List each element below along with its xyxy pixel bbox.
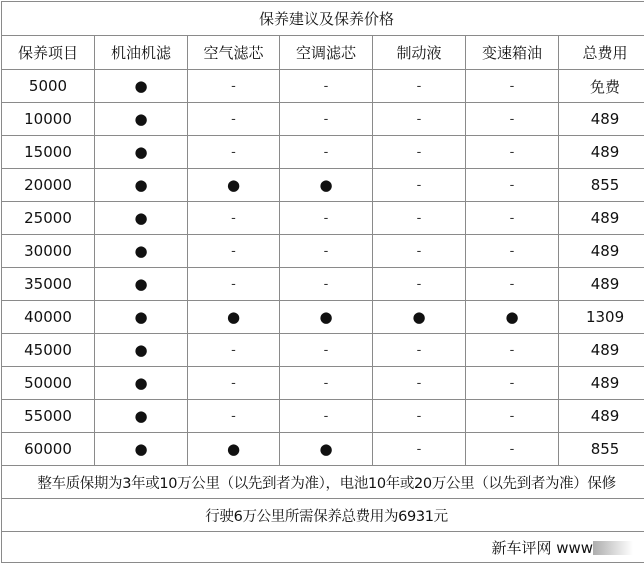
service-included-mark: ● — [95, 169, 188, 202]
service-included-mark: ● — [188, 301, 280, 334]
table-row — [2, 334, 644, 367]
mileage-cell: 10000 — [2, 103, 95, 136]
service-not-included-mark: - — [466, 169, 559, 202]
column-header: 制动液 — [373, 36, 466, 70]
service-not-included-mark: - — [280, 70, 373, 103]
service-included-mark: ● — [373, 301, 466, 334]
service-not-included-mark: - — [373, 70, 466, 103]
service-not-included-mark: - — [280, 334, 373, 367]
mileage-cell: 35000 — [2, 268, 95, 301]
total-cost-note — [2, 499, 644, 532]
service-included-mark: ● — [95, 433, 188, 466]
service-not-included-mark: - — [373, 235, 466, 268]
service-included-mark: ● — [95, 103, 188, 136]
table-title: 保养建议及保养价格 — [2, 2, 644, 36]
total-cost-note-row — [2, 499, 644, 532]
table-row — [2, 136, 644, 169]
service-not-included-mark: - — [188, 103, 280, 136]
total-cost-cell: 免费 — [559, 70, 644, 103]
column-header: 机油机滤 — [95, 36, 188, 70]
total-cost-cell: 489 — [559, 103, 644, 136]
watermark-fade — [593, 541, 633, 555]
mileage-cell: 25000 — [2, 202, 95, 235]
total-cost-note-text: 行驶6万公里所需保养总费用为6931元 — [205, 508, 448, 525]
service-not-included-mark: - — [466, 268, 559, 301]
total-cost-cell: 489 — [559, 334, 644, 367]
mileage-cell: 40000 — [2, 301, 95, 334]
service-not-included-mark: - — [188, 268, 280, 301]
total-cost-cell: 855 — [559, 433, 644, 466]
service-included-mark: ● — [95, 301, 188, 334]
service-not-included-mark: - — [373, 433, 466, 466]
service-not-included-mark: - — [280, 235, 373, 268]
service-not-included-mark: - — [280, 367, 373, 400]
table-row — [2, 202, 644, 235]
service-not-included-mark: - — [466, 202, 559, 235]
total-cost-cell: 489 — [559, 367, 644, 400]
watermark-row — [2, 532, 644, 563]
total-cost-cell: 1309 — [559, 301, 644, 334]
service-not-included-mark: - — [188, 334, 280, 367]
service-not-included-mark: - — [466, 136, 559, 169]
service-not-included-mark: - — [188, 70, 280, 103]
table-row — [2, 367, 644, 400]
service-not-included-mark: - — [373, 400, 466, 433]
mileage-cell: 15000 — [2, 136, 95, 169]
service-included-mark: ● — [280, 169, 373, 202]
service-included-mark: ● — [95, 334, 188, 367]
watermark — [2, 532, 644, 563]
table-row — [2, 103, 644, 136]
service-not-included-mark: - — [280, 268, 373, 301]
service-included-mark: ● — [280, 301, 373, 334]
service-included-mark: ● — [188, 169, 280, 202]
mileage-cell: 30000 — [2, 235, 95, 268]
service-not-included-mark: - — [373, 334, 466, 367]
total-cost-cell: 489 — [559, 235, 644, 268]
mileage-cell: 60000 — [2, 433, 95, 466]
service-included-mark: ● — [95, 367, 188, 400]
service-not-included-mark: - — [188, 136, 280, 169]
service-not-included-mark: - — [280, 400, 373, 433]
warranty-note — [2, 466, 644, 499]
service-included-mark: ● — [95, 400, 188, 433]
column-header: 空调滤芯 — [280, 36, 373, 70]
table-row — [2, 301, 644, 334]
service-not-included-mark: - — [466, 433, 559, 466]
service-not-included-mark: - — [280, 136, 373, 169]
service-included-mark: ● — [95, 235, 188, 268]
table-row — [2, 235, 644, 268]
service-not-included-mark: - — [188, 400, 280, 433]
table-row — [2, 433, 644, 466]
service-included-mark: ● — [95, 136, 188, 169]
mileage-cell: 20000 — [2, 169, 95, 202]
service-included-mark: ● — [95, 202, 188, 235]
watermark-text: 新车评网 www — [491, 538, 594, 557]
mileage-cell: 5000 — [2, 70, 95, 103]
service-not-included-mark: - — [466, 367, 559, 400]
service-included-mark: ● — [280, 433, 373, 466]
service-not-included-mark: - — [373, 268, 466, 301]
service-included-mark: ● — [95, 268, 188, 301]
column-header: 保养项目 — [2, 36, 95, 70]
service-not-included-mark: - — [373, 136, 466, 169]
warranty-note-text: 整车质保期为3年或10万公里（以先到者为准），电池10年或20万公里（以先到者为准）保修 — [37, 475, 616, 492]
service-included-mark: ● — [95, 70, 188, 103]
service-not-included-mark: - — [466, 400, 559, 433]
service-not-included-mark: - — [466, 235, 559, 268]
maintenance-table — [1, 1, 644, 563]
total-cost-cell: 489 — [559, 268, 644, 301]
service-not-included-mark: - — [188, 235, 280, 268]
header-row — [2, 36, 644, 70]
mileage-cell: 45000 — [2, 334, 95, 367]
service-not-included-mark: - — [466, 334, 559, 367]
service-not-included-mark: - — [373, 202, 466, 235]
service-not-included-mark: - — [373, 367, 466, 400]
total-cost-cell: 489 — [559, 136, 644, 169]
service-not-included-mark: - — [466, 70, 559, 103]
total-cost-cell: 489 — [559, 202, 644, 235]
table-row — [2, 169, 644, 202]
mileage-cell: 55000 — [2, 400, 95, 433]
service-not-included-mark: - — [188, 367, 280, 400]
column-header: 总费用 — [559, 36, 644, 70]
service-included-mark: ● — [188, 433, 280, 466]
service-not-included-mark: - — [373, 103, 466, 136]
total-cost-cell: 855 — [559, 169, 644, 202]
service-not-included-mark: - — [280, 202, 373, 235]
column-header: 变速箱油 — [466, 36, 559, 70]
service-included-mark: ● — [466, 301, 559, 334]
table-row — [2, 400, 644, 433]
service-not-included-mark: - — [373, 169, 466, 202]
total-cost-cell: 489 — [559, 400, 644, 433]
table-row — [2, 70, 644, 103]
warranty-note-row — [2, 466, 644, 499]
service-not-included-mark: - — [188, 202, 280, 235]
service-not-included-mark: - — [466, 103, 559, 136]
mileage-cell: 50000 — [2, 367, 95, 400]
column-header: 空气滤芯 — [188, 36, 280, 70]
table-row — [2, 268, 644, 301]
service-not-included-mark: - — [280, 103, 373, 136]
